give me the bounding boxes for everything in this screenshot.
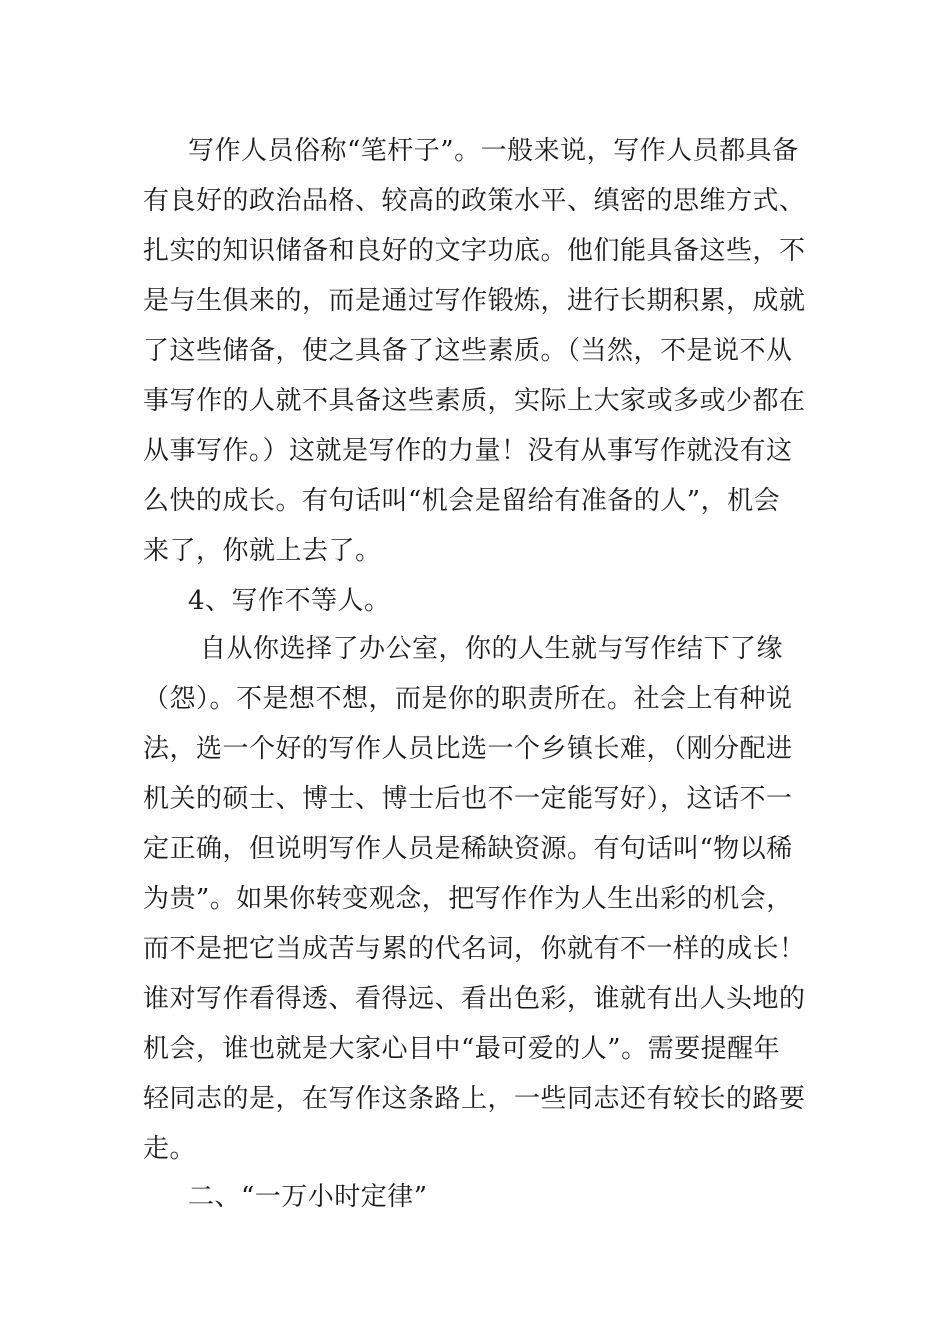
section-heading: 4、写作不等人。 xyxy=(188,586,391,616)
paragraph-line: 而不是把它当成苦与累的代名词，你就有不一样的成长！ xyxy=(143,934,806,964)
paragraph-line: 来了，你就上去了。 xyxy=(143,536,382,566)
paragraph-line: 写作人员俗称“笔杆子”。一般来说，写作人员都具备 xyxy=(188,136,799,166)
paragraph-line: 事写作的人就不具备这些素质，实际上大家或多或少都在 xyxy=(143,386,806,416)
paragraph-line: 为贵”。如果你转变观念，把写作作为人生出彩的机会， xyxy=(143,884,793,914)
paragraph-line: 法，选一个好的写作人员比选一个乡镇长难，（刚分配进 xyxy=(143,734,793,764)
paragraph-line: 是与生俱来的，而是通过写作锻炼，进行长期积累，成就 xyxy=(143,286,806,316)
paragraph-line: 轻同志的是，在写作这条路上，一些同志还有较长的路要 xyxy=(143,1084,806,1114)
paragraph-line: 机会，谁也就是大家心目中“最可爱的人”。需要提醒年 xyxy=(143,1034,781,1064)
paragraph-line: 么快的成长。有句话叫“机会是留给有准备的人”，机会 xyxy=(143,486,781,516)
paragraph-line: 机关的硕士、博士、博士后也不一定能写好），这话不一 xyxy=(143,784,793,814)
paragraph-line: 定正确，但说明写作人员是稀缺资源。有句话叫“物以稀 xyxy=(143,834,793,864)
paragraph-line: 从事写作。）这就是写作的力量！没有从事写作就没有这 xyxy=(143,436,793,466)
paragraph-line: 谁对写作看得透、看得远、看出色彩，谁就有出人头地的 xyxy=(143,984,806,1014)
paragraph-line: （怨）。不是想不想，而是你的职责所在。社会上有种说 xyxy=(143,684,793,714)
paragraph-line: 有良好的政治品格、较高的政策水平、缜密的思维方式、 xyxy=(143,186,806,216)
paragraph-line: 扎实的知识储备和良好的文字功底。他们能具备这些，不 xyxy=(143,236,806,266)
paragraph-line: 走。 xyxy=(143,1134,197,1164)
paragraph-line: 自从你选择了办公室，你的人生就与写作结下了缘 xyxy=(200,634,784,664)
section-heading: 二、“一万小时定律” xyxy=(188,1182,428,1212)
paragraph-line: 了这些储备，使之具备了这些素质。（当然，不是说不从 xyxy=(143,336,793,366)
